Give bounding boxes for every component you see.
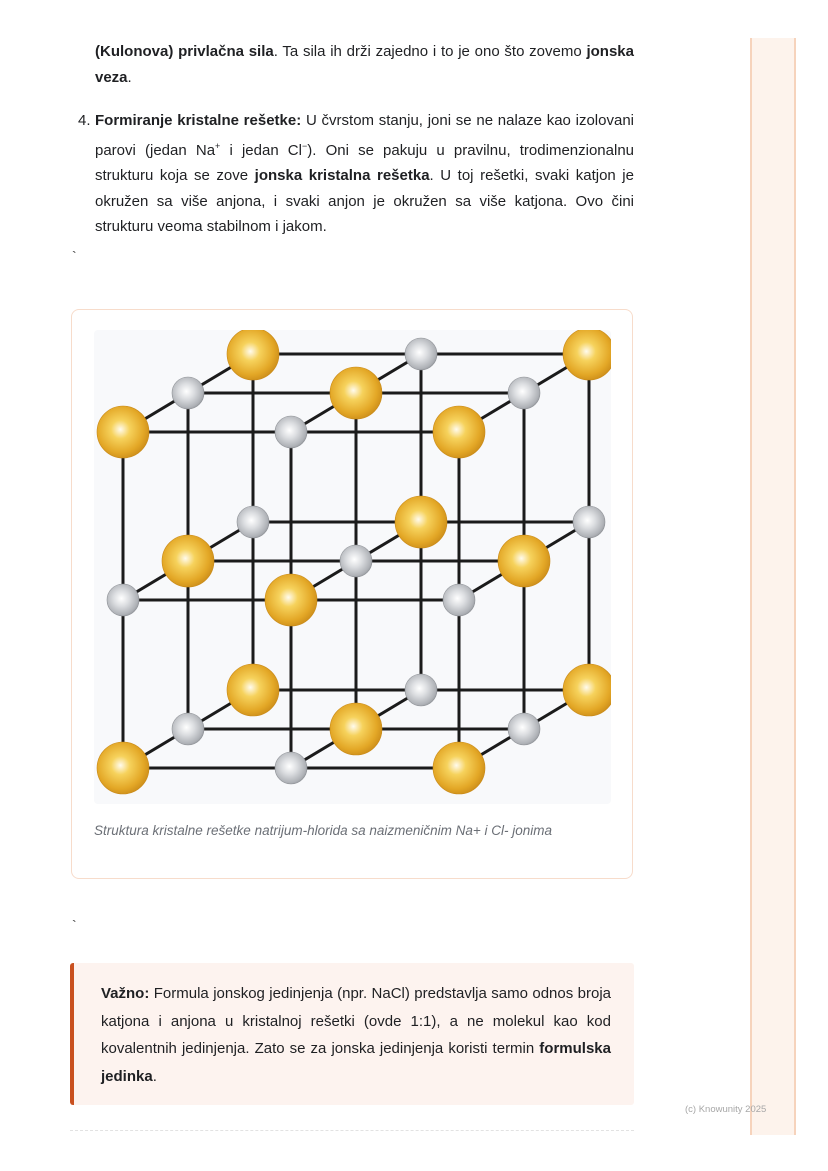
ionic-lattice-term: jonska kristalna rešetka bbox=[254, 167, 430, 184]
list-item-text-4: . U toj rešetki, svaki katjon je okružen sa više anjona, i svaki anjon je okružen sa više katjona. Ovo čini strukturu veoma stabilnom i jakom. bbox=[95, 167, 634, 235]
tick-mark: ` bbox=[72, 248, 77, 264]
sodium-charge: + bbox=[215, 140, 221, 151]
intro-text: . Ta sila ih drži zajedno i to je ono što zovemo bbox=[273, 43, 587, 60]
chloride-ion bbox=[107, 584, 139, 616]
chloride-ion bbox=[508, 377, 540, 409]
sodium-ion bbox=[330, 367, 382, 419]
nacl-lattice-diagram bbox=[94, 330, 611, 804]
list-item-text-1: U čvrstom stanju, joni se ne nalaze kao izolovani parovi (jedan Na bbox=[95, 112, 634, 159]
sodium-ion bbox=[395, 496, 447, 548]
list-number: 4. bbox=[78, 112, 91, 129]
formula-unit-term: formulska jedinka bbox=[101, 1040, 611, 1085]
chloride-ion bbox=[405, 674, 437, 706]
sodium-ion bbox=[563, 330, 611, 380]
chloride-ion bbox=[275, 416, 307, 448]
chloride-ion bbox=[443, 584, 475, 616]
sodium-ion bbox=[330, 703, 382, 755]
callout-text bbox=[101, 980, 611, 1090]
sodium-ion bbox=[433, 406, 485, 458]
ionic-bond-term: jonska veza bbox=[95, 43, 634, 86]
callout-body: Formula jonskog jedinjenja (npr. NaCl) predstavlja samo odnos broja katjona i anjona u kristalnoj rešetki (ovde 1:1), a ne molekul kao kod kovalentnih jedinjenja. Zato se za jonska jedinjenja koristi termin bbox=[101, 985, 611, 1057]
sodium-ion bbox=[227, 664, 279, 716]
chloride-ion bbox=[405, 338, 437, 370]
list-item-text-2: i jedan Cl bbox=[220, 141, 302, 159]
chloride-ion bbox=[172, 713, 204, 745]
intro-paragraph bbox=[95, 39, 634, 90]
list-item-crystal-lattice bbox=[95, 108, 634, 240]
side-margin-strip bbox=[750, 38, 796, 1135]
chloride-ion bbox=[275, 752, 307, 784]
figure-card bbox=[71, 309, 633, 879]
chloride-ion bbox=[340, 545, 372, 577]
chloride-ion bbox=[573, 506, 605, 538]
chloride-ion bbox=[172, 377, 204, 409]
tick-mark: ` bbox=[72, 917, 77, 933]
chloride-ion bbox=[508, 713, 540, 745]
coulomb-force-term: (Kulonova) privlačna sila bbox=[95, 43, 274, 60]
sodium-ion bbox=[265, 574, 317, 626]
figure-image-area bbox=[94, 330, 611, 804]
sodium-ion bbox=[433, 742, 485, 794]
intro-end: . bbox=[127, 68, 132, 86]
list-item-text-3: ). Oni se pakuju u pravilnu, trodimenzionalnu strukturu koja se zove bbox=[95, 141, 635, 184]
sodium-ion bbox=[563, 664, 611, 716]
chloride-ion bbox=[237, 506, 269, 538]
bottom-divider bbox=[70, 1130, 634, 1131]
callout-label: Važno: bbox=[101, 985, 150, 1002]
copyright-watermark: (c) Knowunity 2025 bbox=[685, 1104, 767, 1115]
sodium-ion bbox=[97, 742, 149, 794]
chloride-charge: − bbox=[301, 140, 308, 151]
sodium-ion bbox=[498, 535, 550, 587]
figure-caption: Struktura kristalne rešetke natrijum-hlorida sa naizmeničnim Na+ i Cl- jonima bbox=[94, 823, 553, 838]
sodium-ion bbox=[97, 406, 149, 458]
important-callout bbox=[70, 963, 634, 1105]
list-item-title: Formiranje kristalne rešetke: bbox=[95, 112, 302, 129]
sodium-ion bbox=[227, 330, 279, 380]
sodium-ion bbox=[162, 535, 214, 587]
callout-end: . bbox=[152, 1067, 157, 1085]
